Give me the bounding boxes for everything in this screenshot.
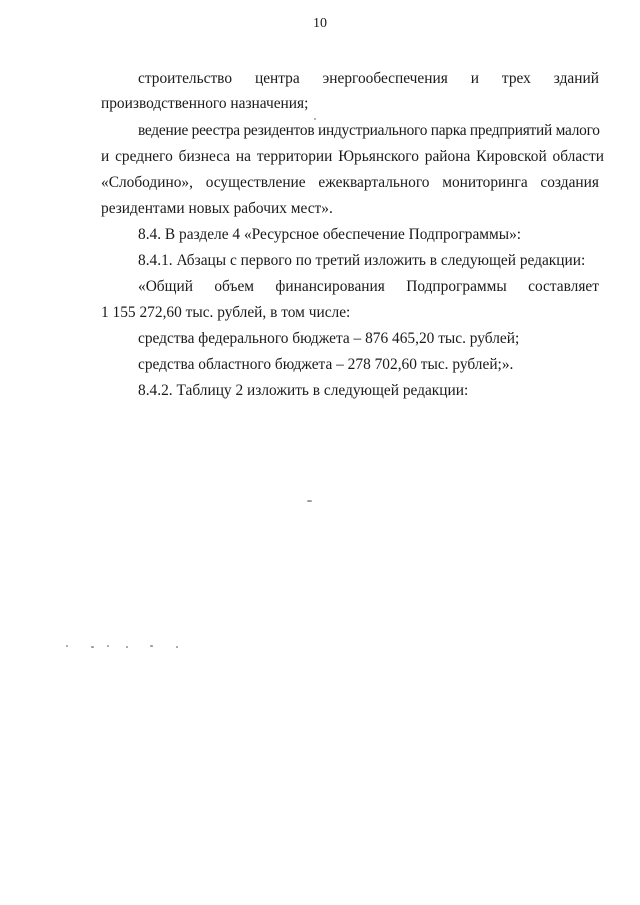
federal-budget-line: средства федерального бюджета – 876 465,20 тыс. рублей; — [138, 330, 520, 347]
scan-smudge — [126, 646, 128, 648]
regional-budget-line: средства областного бюджета – 278 702,60 тыс. рублей;». — [138, 356, 514, 373]
scan-smudge — [107, 645, 109, 647]
paragraph-2-line-2: и среднего бизнеса на территории Юрьянского района Кировской области — [101, 148, 604, 165]
word: «Общий — [138, 278, 193, 295]
word: и — [470, 70, 479, 87]
section-8-4-2-text: 8.4.2. Таблицу 2 изложить в следующей редакции: — [138, 382, 469, 399]
scan-smudge — [66, 645, 68, 647]
word: энергообеспечения — [322, 70, 448, 87]
page-number: 10 — [313, 16, 327, 31]
word: Подпрограммы — [406, 278, 507, 295]
paragraph-5-line-2: 1 155 272,60 тыс. рублей, в том числе: — [101, 304, 351, 321]
paragraph-1-line-1 — [138, 69, 599, 89]
paragraph-2-line-3 — [101, 173, 599, 193]
scan-smudge — [307, 500, 312, 502]
word: создания — [540, 174, 599, 191]
section-8-4-1-text: 8.4.1. Абзацы с первого по третий изложить в следующей редакции: — [138, 252, 586, 269]
word: строительство — [138, 70, 233, 87]
word: центра — [254, 70, 300, 87]
word: объем — [214, 278, 255, 295]
word: трех — [501, 70, 531, 87]
paragraph-2-line-1: ведение реестра резидентов индустриального парка предприятий малого — [138, 122, 600, 139]
word: «Слободино», — [101, 174, 193, 191]
word: мониторинга — [442, 174, 528, 191]
paragraph-1-line-2: производственного назначения; — [101, 95, 309, 112]
scan-smudge — [91, 646, 94, 648]
word: финансирования — [275, 278, 385, 295]
paragraph-5-line-1 — [138, 277, 599, 297]
word: зданий — [553, 70, 599, 87]
word: составляет — [528, 278, 599, 295]
scan-smudge — [176, 646, 178, 648]
paragraph-2-line-4: резидентами новых рабочих мест». — [101, 200, 333, 217]
word: осуществление — [205, 174, 306, 191]
scan-smudge — [314, 118, 316, 120]
section-8-4-heading: 8.4. В разделе 4 «Ресурсное обеспечение Подпрограммы»: — [138, 226, 522, 243]
scan-smudge — [150, 645, 153, 647]
word: ежеквартального — [318, 174, 430, 191]
